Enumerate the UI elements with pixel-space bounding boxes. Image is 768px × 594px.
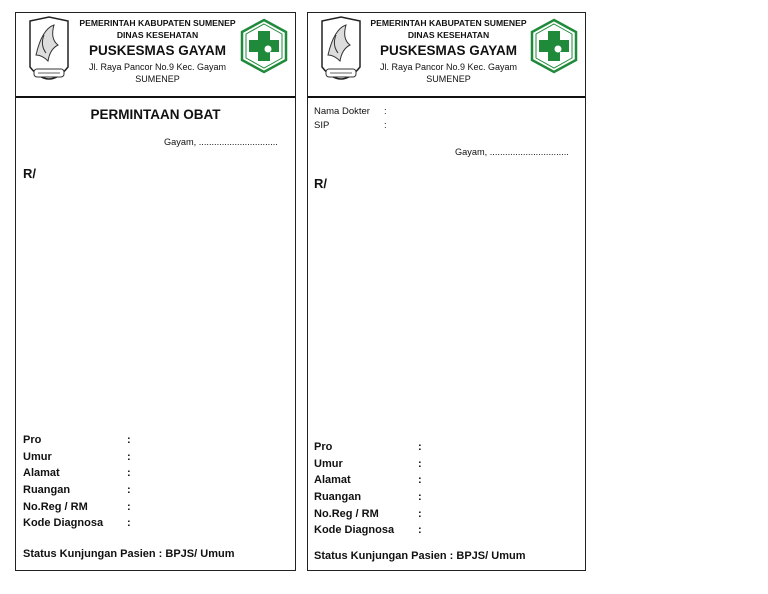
field-colon: : — [418, 474, 422, 487]
field-umur — [314, 456, 422, 473]
form-title: PERMINTAAN OBAT — [90, 107, 221, 122]
date-dots: ............................... — [198, 137, 278, 147]
field-kode-diagnosa — [23, 515, 131, 532]
field-umur — [23, 449, 131, 466]
doctor-name-row — [314, 105, 387, 118]
letterhead — [16, 13, 295, 98]
government-line: PEMERINTAH KABUPATEN SUMENEP — [370, 18, 527, 28]
date-prefix: Gayam, — [455, 147, 488, 157]
doctor-name-colon: : — [384, 106, 387, 117]
health-cross-icon — [239, 18, 289, 74]
sip-row — [314, 119, 387, 132]
field-colon: : — [418, 507, 422, 520]
field-kode-diagnosa — [314, 522, 422, 539]
date-dots: ............................... — [489, 147, 569, 157]
field-label: No.Reg / RM — [23, 500, 88, 513]
field-alamat — [23, 465, 131, 482]
address-line: Jl. Raya Pancor No.9 Kec. Gayam — [88, 62, 227, 72]
field-label: Alamat — [23, 467, 60, 480]
field-pro — [314, 439, 422, 456]
letterhead — [308, 13, 585, 98]
rx-symbol: R/ — [314, 176, 327, 191]
field-noreg — [23, 499, 131, 516]
field-colon: : — [127, 450, 131, 463]
prescription-card — [307, 12, 586, 571]
field-colon: : — [418, 441, 422, 453]
field-noreg — [314, 506, 422, 523]
field-label: Alamat — [314, 474, 351, 487]
sip-colon: : — [384, 120, 387, 131]
letterhead-text — [358, 17, 539, 86]
field-colon: : — [418, 457, 422, 470]
city-line: SUMENEP — [135, 74, 180, 84]
address-line: Jl. Raya Pancor No.9 Kec. Gayam — [379, 62, 518, 72]
field-ruangan — [23, 482, 131, 499]
field-colon: : — [418, 491, 422, 504]
department-line: DINAS KESEHATAN — [116, 30, 199, 40]
field-label: Kode Diagnosa — [314, 524, 395, 537]
clinic-name: PUSKESMAS GAYAM — [88, 43, 227, 58]
field-alamat — [314, 472, 422, 489]
field-colon: : — [127, 517, 131, 530]
field-colon: : — [418, 524, 422, 537]
sip-label: SIP — [314, 120, 330, 131]
field-pro — [23, 432, 131, 449]
field-colon: : — [127, 484, 131, 497]
field-label: No.Reg / RM — [314, 507, 379, 520]
patient-fields — [23, 432, 131, 532]
field-label: Umur — [23, 450, 52, 463]
field-label: Pro — [314, 441, 333, 453]
visit-status-line: Status Kunjungan Pasien : BPJS/ Umum — [314, 550, 526, 562]
prescription-request-card — [15, 12, 296, 571]
patient-fields — [314, 439, 422, 539]
visit-status-line: Status Kunjungan Pasien : BPJS/ Umum — [23, 548, 235, 560]
field-ruangan — [314, 489, 422, 506]
government-line: PEMERINTAH KABUPATEN SUMENEP — [79, 18, 236, 28]
health-cross-icon — [529, 18, 579, 74]
clinic-name: PUSKESMAS GAYAM — [379, 43, 518, 58]
field-label: Pro — [23, 434, 42, 446]
doctor-name-label: Nama Dokter — [314, 106, 370, 117]
date-line — [455, 147, 569, 157]
city-line: SUMENEP — [426, 74, 471, 84]
department-line: DINAS KESEHATAN — [407, 30, 490, 40]
field-colon: : — [127, 434, 131, 446]
field-colon: : — [127, 500, 131, 513]
field-colon: : — [127, 467, 131, 480]
field-label: Umur — [314, 457, 343, 470]
date-line — [164, 137, 278, 147]
field-label: Ruangan — [314, 491, 362, 504]
field-label: Kode Diagnosa — [23, 517, 104, 530]
date-prefix: Gayam, — [164, 137, 197, 147]
field-label: Ruangan — [23, 484, 71, 497]
rx-symbol: R/ — [23, 166, 36, 181]
letterhead-text — [66, 17, 249, 86]
